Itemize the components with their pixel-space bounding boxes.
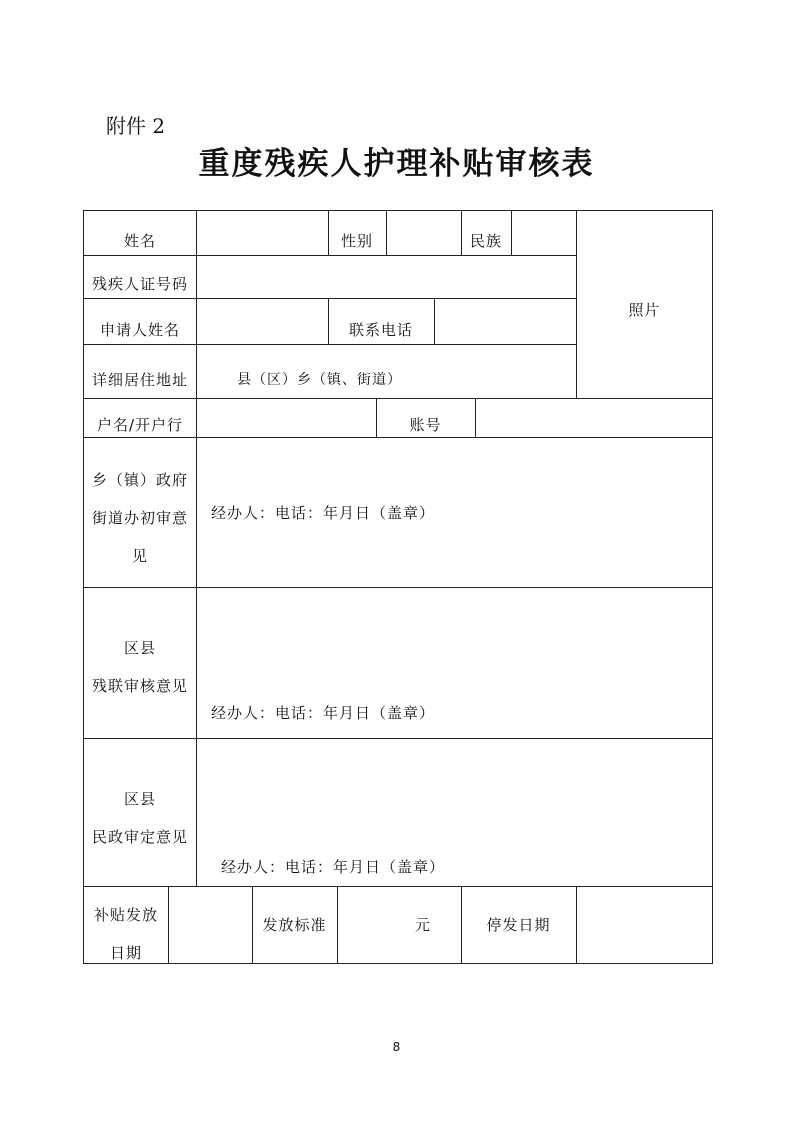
standard-field[interactable] [338, 886, 461, 963]
phone-label: 联系电话 [348, 321, 413, 339]
town-review-line: 街道办初审意 [91, 509, 188, 527]
district-federation-label [84, 629, 196, 705]
subsidy-date-label [84, 896, 168, 972]
address-field[interactable]: 县（区）乡（镇、街道） [237, 372, 402, 388]
account-label: 账号 [409, 415, 442, 434]
town-review-line: 见 [131, 547, 148, 565]
bank-field[interactable] [197, 398, 376, 437]
gender-field[interactable] [387, 211, 461, 255]
subsidy-date-line: 补贴发放 [93, 906, 158, 924]
federation-signature-line: 经办人：电话：年月日（盖章） [211, 704, 436, 722]
name-label: 姓名 [123, 232, 156, 250]
name-field[interactable] [197, 211, 328, 255]
form-title: 重度残疾人护理补贴审核表 [198, 146, 595, 182]
district-federation-line: 区县 [123, 639, 156, 657]
subsidy-date-field[interactable] [169, 886, 252, 963]
phone-field[interactable] [435, 298, 576, 344]
review-form-table [83, 210, 713, 964]
account-field[interactable] [476, 398, 712, 437]
ethnicity-label: 民族 [469, 232, 502, 250]
yuan-unit: 元 [414, 915, 431, 934]
town-review-line: 乡（镇）政府 [91, 471, 188, 489]
stop-date-label: 停发日期 [486, 915, 551, 934]
photo-cell[interactable] [577, 211, 712, 398]
stop-date-field[interactable] [577, 886, 712, 963]
disability-id-field[interactable] [197, 255, 576, 298]
ethnicity-field[interactable] [512, 211, 576, 255]
disability-id-label: 残疾人证号码 [91, 275, 188, 293]
district-civil-label [84, 780, 196, 856]
applicant-name-field[interactable] [197, 298, 328, 344]
applicant-name-label: 申请人姓名 [99, 321, 180, 339]
district-civil-line: 区县 [123, 790, 156, 808]
photo-label: 照片 [628, 301, 661, 319]
page-number: 8 [392, 1040, 401, 1054]
gender-label: 性别 [340, 232, 373, 250]
town-review-label [84, 461, 196, 575]
district-civil-line: 民政审定意见 [91, 828, 188, 846]
bank-label: 户名/开户行 [96, 415, 184, 434]
subsidy-date-line: 日期 [109, 944, 142, 962]
attachment-label: 附件 2 [106, 114, 166, 138]
standard-label: 发放标准 [262, 915, 327, 934]
district-federation-field[interactable] [197, 588, 712, 738]
district-civil-field[interactable] [197, 739, 712, 886]
town-review-field[interactable] [197, 438, 712, 587]
address-label: 详细居住地址 [91, 371, 188, 389]
civil-signature-line: 经办人：电话：年月日（盖章） [221, 858, 446, 876]
town-signature-line: 经办人：电话：年月日（盖章） [211, 503, 436, 522]
district-federation-line: 残联审核意见 [91, 677, 188, 695]
